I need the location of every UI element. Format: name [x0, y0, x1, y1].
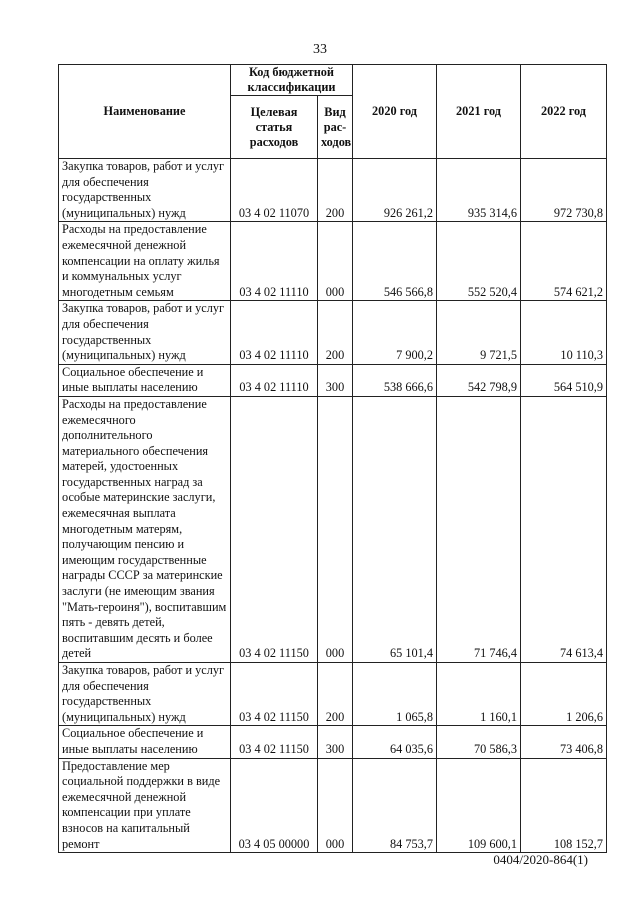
row-2020: 1 065,8: [353, 663, 437, 726]
row-name: Закупка товаров, работ и услуг для обеспечения государственных (муниципальных) нужд: [59, 301, 231, 364]
table-row: [59, 364, 607, 396]
row-name: Закупка товаров, работ и услуг для обеспечения государственных (муниципальных) нужд: [59, 663, 231, 726]
table-row: [59, 396, 607, 662]
row-target: 03 4 02 11070: [231, 159, 318, 222]
table-row: [59, 663, 607, 726]
row-name: Расходы на предоставление ежемесячного дополнительного материального обеспечения матерей, удостоенных государственных наград за особые материнские заслуги, ежемесячная выплата многодетным матерям, получающим пенсию и имеющим государственные награды СССР за материнские заслуги (не имеющим звания "Мать-героиня"), воспитавшим пять - девять детей, воспитавшим десять и более детей: [59, 396, 231, 662]
row-2021: 9 721,5: [437, 301, 521, 364]
budget-table: [58, 64, 607, 853]
row-2020: 84 753,7: [353, 758, 437, 853]
row-target: 03 4 02 11150: [231, 726, 318, 758]
row-name: Расходы на предоставление ежемесячной денежной компенсации на оплату жилья и коммунальных услуг многодетным семьям: [59, 222, 231, 301]
row-name: Закупка товаров, работ и услуг для обеспечения государственных (муниципальных) нужд: [59, 159, 231, 222]
header-row-1: [59, 65, 607, 96]
table-row: [59, 758, 607, 853]
row-2021: 542 798,9: [437, 364, 521, 396]
row-kind: 000: [318, 222, 353, 301]
row-kind: 300: [318, 364, 353, 396]
page-number: 33: [313, 42, 327, 57]
row-target: 03 4 05 00000: [231, 758, 318, 853]
row-2022: 73 406,8: [521, 726, 607, 758]
row-2021: 1 160,1: [437, 663, 521, 726]
row-target: 03 4 02 11110: [231, 222, 318, 301]
document-id: 0404/2020-864(1): [493, 852, 588, 867]
header-2022: 2022 год: [521, 65, 607, 159]
row-kind: 200: [318, 663, 353, 726]
table-row: [59, 159, 607, 222]
row-2022: 74 613,4: [521, 396, 607, 662]
header-kind: Вид рас-ходов: [318, 96, 353, 159]
row-2021: 70 586,3: [437, 726, 521, 758]
row-name: Социальное обеспечение и иные выплаты населению: [59, 726, 231, 758]
row-kind: 200: [318, 159, 353, 222]
row-target: 03 4 02 11110: [231, 301, 318, 364]
row-2020: 65 101,4: [353, 396, 437, 662]
row-2022: 10 110,3: [521, 301, 607, 364]
row-2022: 564 510,9: [521, 364, 607, 396]
row-name: Социальное обеспечение и иные выплаты населению: [59, 364, 231, 396]
row-2022: 1 206,6: [521, 663, 607, 726]
header-2021: 2021 год: [437, 65, 521, 159]
row-target: 03 4 02 11150: [231, 396, 318, 662]
row-kind: 300: [318, 726, 353, 758]
table-row: [59, 726, 607, 758]
row-kind: 000: [318, 396, 353, 662]
row-2021: 109 600,1: [437, 758, 521, 853]
row-2020: 546 566,8: [353, 222, 437, 301]
row-2022: 108 152,7: [521, 758, 607, 853]
row-2020: 64 035,6: [353, 726, 437, 758]
header-2020: 2020 год: [353, 65, 437, 159]
row-kind: 200: [318, 301, 353, 364]
row-target: 03 4 02 11110: [231, 364, 318, 396]
table-row: [59, 222, 607, 301]
row-2020: 926 261,2: [353, 159, 437, 222]
row-2022: 574 621,2: [521, 222, 607, 301]
header-name: Наименование: [59, 65, 231, 159]
table-row: [59, 301, 607, 364]
row-name: Предоставление мер социальной поддержки в виде ежемесячной денежной компенсации при уплате взносов на капитальный ремонт: [59, 758, 231, 853]
row-2020: 538 666,6: [353, 364, 437, 396]
row-2021: 552 520,4: [437, 222, 521, 301]
row-2022: 972 730,8: [521, 159, 607, 222]
row-2020: 7 900,2: [353, 301, 437, 364]
header-target: Целевая статья расходов: [231, 96, 318, 159]
row-kind: 000: [318, 758, 353, 853]
row-2021: 71 746,4: [437, 396, 521, 662]
row-target: 03 4 02 11150: [231, 663, 318, 726]
header-code: Код бюджетной классификации: [231, 65, 353, 96]
row-2021: 935 314,6: [437, 159, 521, 222]
